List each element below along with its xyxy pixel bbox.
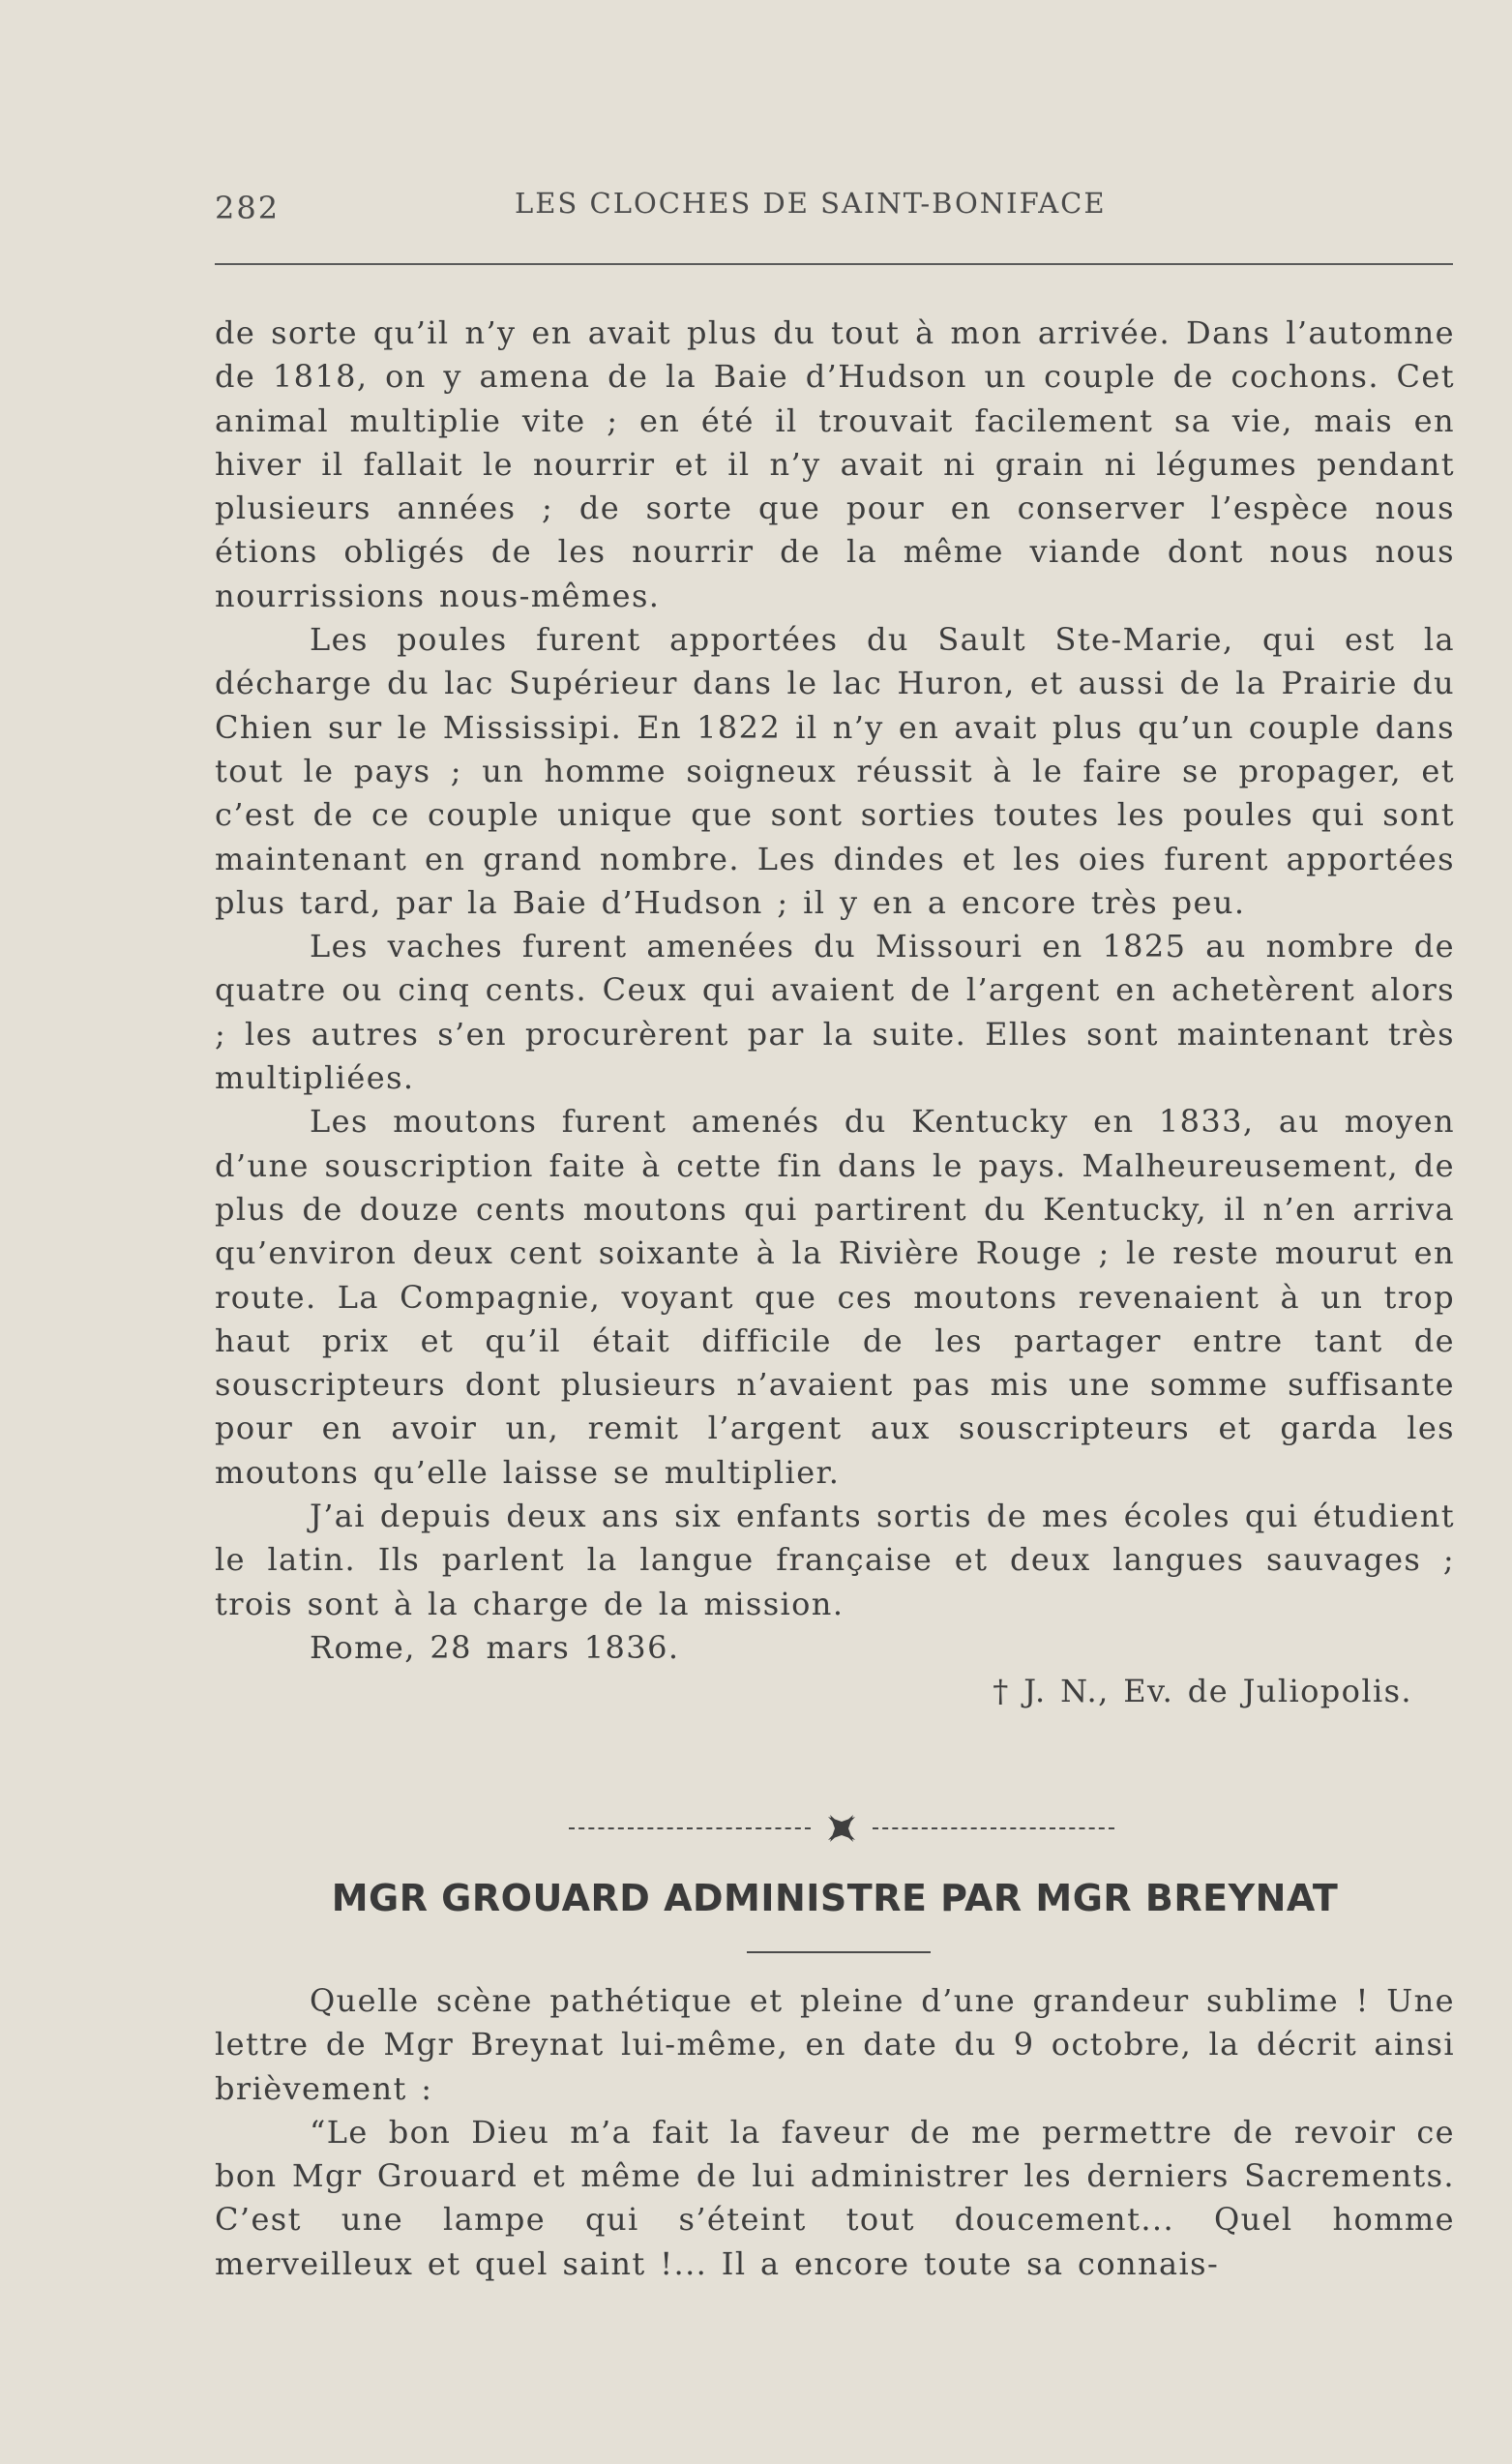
letter-body — [215, 312, 1455, 1714]
paragraph-continued: de sorte qu’il n’y en avait plus du tout à mon arrivée. Dans l’automne de 1818, on y amena de la Baie d’Hudson un couple de cochons. Cet animal multiplie vite ; en été il trouvait facilement sa vie, mais en hiver il fallait le nourrir et il n’y avait ni grain ni légumes pendant plusieurs années ; de sorte que pour en conserver l’espèce nous étions obligés de les nourrir de la même viande dont nous nous nourrissions nous-mêmes. — [215, 314, 1455, 614]
title-rule — [747, 1951, 931, 1953]
divider-dash-right — [873, 1827, 1114, 1829]
running-title: LES CLOCHES DE SAINT-BONIFACE — [515, 187, 1107, 220]
signature: † J. N., Ev. de Juliopolis. — [993, 1673, 1412, 1710]
section-body — [215, 1979, 1455, 2286]
header-rule — [215, 263, 1453, 265]
divider-dash-left — [569, 1827, 811, 1829]
paragraph-vaches: Les vaches furent amenées du Missouri en 1825 au nombre de quatre ou cinq cents. Ceux qui avaient de l’argent en achetèrent alors ; les autres s’en procurèrent par la suite. Elles sont maintenant très multipliées. — [215, 928, 1455, 1097]
paragraph-poules: Les poules furent apportées du Sault Ste-Marie, qui est la décharge du lac Supérieur dans le lac Huron, et aussi de la Prairie du Chien sur le Mississipi. En 1822 il n’y en avait plus qu’un couple dans tout le pays ; un homme soigneux réussit à le faire se propager, et c’est de ce couple unique que sont sorties toutes les poules qui sont maintenant en grand nombre. Les dindes et les oies furent apportées plus tard, par la Baie d’Hudson ; il y en a encore très peu. — [215, 621, 1455, 921]
section-paragraph-intro: Quelle scène pathétique et pleine d’une grandeur sublime ! Une lettre de Mgr Breynat lui-même, en date du 9 octobre, la décrit ainsi brièvement : — [215, 1982, 1455, 2107]
section-title: MGR GROUARD ADMINISTRE PAR MGR BREYNAT — [331, 1877, 1339, 1919]
paragraph-ecoles: J’ai depuis deux ans six enfants sortis de mes écoles qui étudient le latin. Ils parlent la langue française et deux langues sauvages ; trois sont à la charge de la mission. — [215, 1498, 1455, 1622]
page-number: 282 — [215, 190, 281, 226]
maltese-cross-icon — [822, 1809, 861, 1848]
paragraph-moutons: Les moutons furent amenés du Kentucky en 1833, au moyen d’une souscription faite à cette fin dans le pays. Malheureusement, de plus de douze cents moutons qui partirent du Kentucky, il n’en arriva qu’environ deux cent soixante à la Rivière Rouge ; le reste mourut en route. La Compagnie, voyant que ces moutons revenaient à un trop haut prix et qu’il était difficile de les partager entre tant de souscripteurs dont plusieurs n’avaient pas mis une somme suffisante pour en avoir un, remit l’argent aux souscripteurs et garda les moutons qu’elle laisse se multiplier. — [215, 1103, 1455, 1491]
page-header — [215, 182, 1453, 230]
section-divider — [537, 1809, 1146, 1848]
section-paragraph-quote: “Le bon Dieu m’a fait la faveur de me permettre de revoir ce bon Mgr Grouard et même de lui administrer les derniers Sacrements. C’est une lampe qui s’éteint tout doucement... Quel homme merveilleux et quel saint !... Il a encore toute sa connais- — [215, 2113, 1455, 2282]
dateline: Rome, 28 mars 1836. — [310, 1628, 680, 1666]
